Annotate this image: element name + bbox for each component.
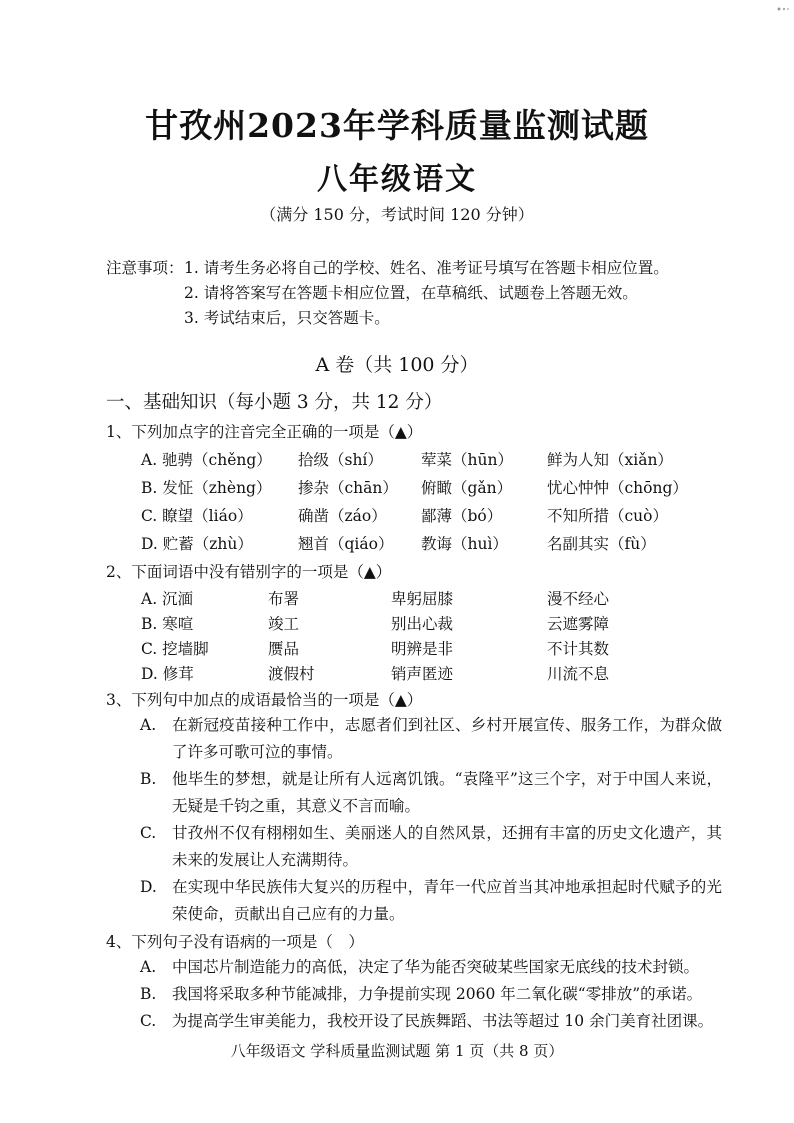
notice-item: 2. 请将答案写在答题卡相应位置，在草稿纸、试题卷上答题无效。 bbox=[184, 284, 638, 302]
part-heading: 一、基础知识（每小题 3 分，共 12 分） bbox=[106, 392, 443, 413]
option-cell: 竣工 bbox=[268, 615, 300, 633]
option-cell: 云遮雾障 bbox=[547, 615, 610, 633]
option-cell: 别出心裁 bbox=[391, 615, 454, 633]
option-cell: 赝品 bbox=[268, 640, 300, 658]
option-label: B. bbox=[140, 770, 157, 788]
option-label: C. bbox=[140, 824, 157, 842]
option-paragraph bbox=[142, 712, 722, 766]
option-cell: 鄙薄（bó） bbox=[421, 507, 503, 525]
question-stem: 3、下列句中加点的成语最恰当的一项是（▲） bbox=[106, 691, 423, 709]
option-text: 在实现中华民族伟大复兴的历程中，青年一代应首当其冲地承担起时代赋予的光荣使命，贡献出自己应有的力量。 bbox=[172, 878, 722, 923]
option-cell: 鲜为人知（xiǎn） bbox=[547, 451, 673, 469]
notice-item: 1. 请考生务必将自己的学校、姓名、准考证号填写在答题卡相应位置。 bbox=[184, 259, 669, 277]
question-stem: 1、下列加点字的注音完全正确的一项是（▲） bbox=[106, 423, 423, 441]
option-cell: 漫不经心 bbox=[547, 590, 610, 608]
option-text: 为提高学生审美能力，我校开设了民族舞蹈、书法等超过 10 余门美育社团课。 bbox=[172, 1012, 714, 1030]
option-cell: 荤菜（hūn） bbox=[421, 451, 513, 469]
scan-mark-icon bbox=[776, 6, 790, 12]
option-label: C. bbox=[140, 1012, 157, 1030]
option-cell: C. 瞭望（liáo） bbox=[141, 507, 253, 525]
option-cell: 卑躬屈膝 bbox=[391, 590, 454, 608]
option-cell: 掺杂（chān） bbox=[298, 479, 398, 497]
option-label: B. bbox=[140, 985, 157, 1003]
exam-meta: （满分 150 分，考试时间 120 分钟） bbox=[260, 205, 534, 224]
option-cell: 翘首（qiáo） bbox=[298, 535, 394, 553]
option-paragraph bbox=[142, 1008, 722, 1035]
question-stem: 2、下面词语中没有错别字的一项是（▲） bbox=[106, 563, 392, 581]
option-cell: A. 沉湎 bbox=[141, 590, 194, 608]
option-text: 甘孜州不仅有栩栩如生、美丽迷人的自然风景，还拥有丰富的历史文化遗产，其未来的发展让人充满期待。 bbox=[172, 824, 722, 869]
option-cell: 名副其实（fù） bbox=[547, 535, 656, 553]
option-paragraph bbox=[142, 820, 722, 874]
page-footer: 八年级语文 学科质量监测试题 第 1 页（共 8 页） bbox=[230, 1042, 564, 1060]
option-cell: C. 挖墙脚 bbox=[141, 640, 209, 658]
option-cell: 俯瞰（gǎn） bbox=[421, 479, 513, 497]
option-cell: 布署 bbox=[268, 590, 300, 608]
page-title: 甘孜州2023年学科质量监测试题 bbox=[145, 106, 649, 145]
question-stem: 4、下列句子没有语病的一项是（ ） bbox=[106, 933, 364, 951]
notice-item: 3. 考试结束后，只交答题卡。 bbox=[184, 309, 390, 327]
option-text: 我国将采取多种节能减排，力争提前实现 2060 年二氧化碳“零排放”的承诺。 bbox=[172, 985, 703, 1003]
option-cell: 不计其数 bbox=[547, 640, 610, 658]
option-text: 中国芯片制造能力的高低，决定了华为能否突破某些国家无底线的技术封锁。 bbox=[172, 958, 700, 976]
option-label: D. bbox=[140, 878, 157, 896]
option-label: A. bbox=[140, 716, 157, 734]
option-cell: 明辨是非 bbox=[391, 640, 454, 658]
option-cell: 不知所措（cuò） bbox=[547, 507, 668, 525]
option-cell: 渡假村 bbox=[268, 665, 315, 683]
option-label: A. bbox=[140, 958, 157, 976]
section-heading: A 卷（共 100 分） bbox=[315, 354, 479, 376]
option-paragraph bbox=[142, 874, 722, 928]
option-cell: 川流不息 bbox=[547, 665, 610, 683]
option-cell: 教诲（huì） bbox=[421, 535, 508, 553]
option-cell: B. 寒喧 bbox=[141, 615, 194, 633]
option-cell: 销声匿迹 bbox=[391, 665, 454, 683]
option-cell: A. 驰骋（chěng） bbox=[141, 451, 272, 469]
option-paragraph bbox=[142, 766, 722, 820]
option-text: 在新冠疫苗接种工作中，志愿者们到社区、乡村开展宣传、服务工作，为群众做了许多可歌可泣的事情。 bbox=[172, 716, 722, 761]
option-cell: 确凿（záo） bbox=[298, 507, 387, 525]
option-cell: 拾级（shí） bbox=[298, 451, 383, 469]
notice-label: 注意事项： bbox=[106, 259, 184, 277]
option-paragraph bbox=[142, 954, 722, 981]
option-text: 他毕生的梦想，就是让所有人远离饥饿。“袁隆平”这三个字，对于中国人来说，无疑是千钧之重，其意义不言而喻。 bbox=[172, 770, 722, 815]
option-cell: B. 发怔（zhèng） bbox=[141, 479, 272, 497]
option-cell: D. 修茸 bbox=[141, 665, 194, 683]
option-paragraph bbox=[142, 981, 722, 1008]
page-subtitle: 八年级语文 bbox=[317, 162, 477, 197]
option-cell: 忧心忡忡（chōng） bbox=[547, 479, 688, 497]
option-cell: D. 贮蓄（zhù） bbox=[141, 535, 253, 553]
